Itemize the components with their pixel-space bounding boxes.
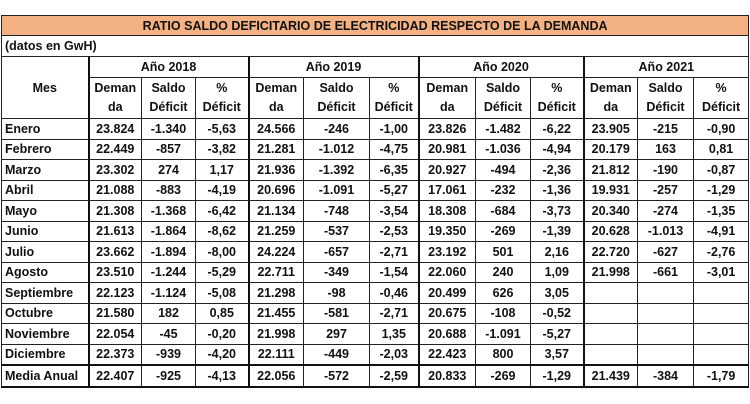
demand-cell: 20.688 <box>419 324 476 345</box>
saldo-deficit-cell: -269 <box>476 221 531 242</box>
saldo-deficit-cell: -98 <box>304 283 370 304</box>
demand-cell: 21.998 <box>249 324 304 345</box>
demand-cell: 23.662 <box>89 242 142 263</box>
demand-cell: 21.580 <box>89 303 142 324</box>
pct-deficit-cell: -6,35 <box>370 160 419 181</box>
demand-cell: 22.054 <box>89 324 142 345</box>
demand-cell: 21.134 <box>249 201 304 222</box>
table-row <box>2 139 749 160</box>
demand-cell: 21.998 <box>584 262 638 283</box>
demand-cell: 22.449 <box>89 139 142 160</box>
demand-cell: 19.931 <box>584 180 638 201</box>
saldo-deficit-cell: -494 <box>476 160 531 181</box>
pct-deficit-cell: 3,05 <box>531 283 584 304</box>
saldo-deficit-cell: -257 <box>638 180 694 201</box>
demand-cell <box>584 303 638 324</box>
saldo-deficit-cell: -572 <box>304 365 370 387</box>
pct-deficit-cell: -2,76 <box>694 242 749 263</box>
pct-deficit-cell: -2,36 <box>531 160 584 181</box>
pct-deficit-cell: 0,85 <box>196 303 249 324</box>
demand-cell: 21.936 <box>249 160 304 181</box>
pct-deficit-cell: -1,39 <box>531 221 584 242</box>
pct-deficit-cell: -4,94 <box>531 139 584 160</box>
header-line: Déficit <box>646 100 685 114</box>
demand-cell: 22.720 <box>584 242 638 263</box>
saldo-deficit-cell: -1.392 <box>304 160 370 181</box>
header-line: Déficit <box>202 100 241 114</box>
demand-cell: 18.308 <box>419 201 476 222</box>
pct-deficit-cell: -4,75 <box>370 139 419 160</box>
demand-cell: 20.499 <box>419 283 476 304</box>
demand-cell: 20.340 <box>584 201 638 222</box>
saldo-deficit-header <box>304 78 370 119</box>
pct-deficit-cell: -1,29 <box>531 365 584 387</box>
pct-deficit-cell: 1,17 <box>196 160 249 181</box>
pct-deficit-cell: -3,82 <box>196 139 249 160</box>
pct-deficit-cell: -0,87 <box>694 160 749 181</box>
demand-cell: 20.179 <box>584 139 638 160</box>
demand-cell: 21.298 <box>249 283 304 304</box>
saldo-deficit-cell: 626 <box>476 283 531 304</box>
saldo-deficit-cell: -883 <box>142 180 196 201</box>
table-row <box>2 303 749 324</box>
pct-deficit-cell: -4,13 <box>196 365 249 387</box>
pct-deficit-cell: 0,81 <box>694 139 749 160</box>
demand-cell <box>584 344 638 365</box>
demand-cell: 22.056 <box>249 365 304 387</box>
saldo-deficit-cell: -748 <box>304 201 370 222</box>
month-cell: Noviembre <box>2 324 89 345</box>
saldo-deficit-cell: 297 <box>304 324 370 345</box>
pct-deficit-cell: -3,01 <box>694 262 749 283</box>
pct-deficit-cell: -0,52 <box>531 303 584 324</box>
saldo-deficit-cell: 182 <box>142 303 196 324</box>
pct-deficit-cell: -0,20 <box>196 324 249 345</box>
table-row <box>2 262 749 283</box>
saldo-deficit-header <box>638 78 694 119</box>
demand-header <box>249 78 304 119</box>
saldo-deficit-cell <box>638 303 694 324</box>
units-note: (datos en GwH) <box>2 36 749 57</box>
header-line: Déficit <box>701 100 741 114</box>
pct-deficit-cell: -1,36 <box>531 180 584 201</box>
pct-deficit-cell: -2,53 <box>370 221 419 242</box>
demand-cell: 21.455 <box>249 303 304 324</box>
pct-deficit-cell: -2,71 <box>370 242 419 263</box>
demand-cell: 20.628 <box>584 221 638 242</box>
saldo-deficit-cell: -661 <box>638 262 694 283</box>
demand-cell: 21.439 <box>584 365 638 387</box>
table-row <box>2 180 749 201</box>
month-cell: Septiembre <box>2 283 89 304</box>
pct-deficit-cell <box>694 344 749 365</box>
pct-deficit-cell: -6,22 <box>531 119 584 140</box>
saldo-deficit-cell: -684 <box>476 201 531 222</box>
demand-cell: 23.302 <box>89 160 142 181</box>
saldo-deficit-cell: -108 <box>476 303 531 324</box>
saldo-deficit-cell: -1.013 <box>638 221 694 242</box>
header-line: da <box>439 100 455 114</box>
saldo-deficit-cell <box>638 283 694 304</box>
saldo-deficit-header <box>476 78 531 119</box>
header-line: Déficit <box>149 100 188 114</box>
saldo-deficit-cell: -1.124 <box>142 283 196 304</box>
table-row <box>2 160 749 181</box>
demand-header <box>584 78 638 119</box>
pct-deficit-cell: -8,62 <box>196 221 249 242</box>
pct-deficit-cell: -2,71 <box>370 303 419 324</box>
pct-deficit-header <box>196 78 249 119</box>
saldo-deficit-cell: -925 <box>142 365 196 387</box>
saldo-deficit-cell: -1.091 <box>304 180 370 201</box>
month-cell: Febrero <box>2 139 89 160</box>
demand-cell: 19.350 <box>419 221 476 242</box>
demand-cell: 24.566 <box>249 119 304 140</box>
demand-cell: 21.281 <box>249 139 304 160</box>
year-header-2021: Año 2021 <box>584 57 749 78</box>
header-line: Saldo <box>151 81 186 95</box>
table-row <box>2 324 749 345</box>
table-row <box>2 119 749 140</box>
month-cell: Julio <box>2 242 89 263</box>
month-cell: Diciembre <box>2 344 89 365</box>
table-row <box>2 344 749 365</box>
pct-deficit-cell: -6,42 <box>196 201 249 222</box>
demand-cell <box>584 283 638 304</box>
demand-cell: 22.407 <box>89 365 142 387</box>
demand-cell: 20.981 <box>419 139 476 160</box>
pct-deficit-cell: 2,16 <box>531 242 584 263</box>
header-line: da <box>268 100 284 114</box>
pct-deficit-header <box>694 78 749 119</box>
pct-deficit-cell: -4,19 <box>196 180 249 201</box>
month-cell: Media Anual <box>2 365 89 387</box>
pct-deficit-header <box>370 78 419 119</box>
header-line: Déficit <box>317 100 356 114</box>
demand-cell: 22.060 <box>419 262 476 283</box>
saldo-deficit-cell: -1.244 <box>142 262 196 283</box>
pct-deficit-cell: -5,29 <box>196 262 249 283</box>
saldo-deficit-cell: -269 <box>476 365 531 387</box>
header-line: % <box>715 81 727 95</box>
pct-deficit-cell: -4,91 <box>694 221 749 242</box>
saldo-deficit-cell: -246 <box>304 119 370 140</box>
header-line: Deman <box>589 81 632 95</box>
annual-average-row <box>2 365 749 387</box>
pct-deficit-cell: -8,00 <box>196 242 249 263</box>
demand-cell: 23.192 <box>419 242 476 263</box>
demand-cell: 22.423 <box>419 344 476 365</box>
pct-deficit-cell <box>694 303 749 324</box>
demand-cell: 20.927 <box>419 160 476 181</box>
pct-deficit-cell: -5,08 <box>196 283 249 304</box>
saldo-deficit-cell: 501 <box>476 242 531 263</box>
saldo-deficit-cell <box>638 324 694 345</box>
table-title: RATIO SALDO DEFICITARIO DE ELECTRICIDAD RESPECTO DE LA DEMANDA <box>2 16 749 36</box>
saldo-deficit-cell: 800 <box>476 344 531 365</box>
demand-header <box>89 78 142 119</box>
month-cell: Octubre <box>2 303 89 324</box>
pct-deficit-cell: -2,03 <box>370 344 419 365</box>
pct-deficit-cell: -1,29 <box>694 180 749 201</box>
saldo-deficit-cell <box>638 344 694 365</box>
pct-deficit-cell: -1,35 <box>694 201 749 222</box>
demand-cell: 24.224 <box>249 242 304 263</box>
header-line: Déficit <box>537 100 576 114</box>
pct-deficit-cell <box>694 283 749 304</box>
demand-cell: 22.373 <box>89 344 142 365</box>
table-row <box>2 242 749 263</box>
demand-cell: 20.833 <box>419 365 476 387</box>
pct-deficit-cell: -2,59 <box>370 365 419 387</box>
demand-cell: 23.905 <box>584 119 638 140</box>
header-line: Deman <box>255 81 298 95</box>
table-row <box>2 201 749 222</box>
year-header-2018: Año 2018 <box>89 57 249 78</box>
saldo-deficit-cell: -581 <box>304 303 370 324</box>
month-cell: Mayo <box>2 201 89 222</box>
demand-cell: 21.613 <box>89 221 142 242</box>
saldo-deficit-cell: -657 <box>304 242 370 263</box>
demand-cell: 20.696 <box>249 180 304 201</box>
pct-deficit-cell: 1,35 <box>370 324 419 345</box>
demand-header <box>419 78 476 119</box>
saldo-deficit-cell: -232 <box>476 180 531 201</box>
header-line: % <box>388 81 400 95</box>
header-line: Deman <box>426 81 469 95</box>
demand-cell: 23.824 <box>89 119 142 140</box>
saldo-deficit-cell: 274 <box>142 160 196 181</box>
table-row <box>2 283 749 304</box>
saldo-deficit-cell: -1.012 <box>304 139 370 160</box>
demand-cell: 22.123 <box>89 283 142 304</box>
demand-cell: 23.510 <box>89 262 142 283</box>
header-line: Déficit <box>483 100 523 114</box>
header-line: da <box>603 100 619 114</box>
month-cell: Enero <box>2 119 89 140</box>
demand-cell: 21.812 <box>584 160 638 181</box>
saldo-deficit-cell: -1.340 <box>142 119 196 140</box>
saldo-deficit-cell: 163 <box>638 139 694 160</box>
saldo-deficit-cell: -1.036 <box>476 139 531 160</box>
table-row <box>2 221 749 242</box>
saldo-deficit-cell: -215 <box>638 119 694 140</box>
header-line: Saldo <box>648 81 683 95</box>
demand-cell: 20.675 <box>419 303 476 324</box>
deficit-ratio-table <box>1 15 749 388</box>
demand-cell: 22.111 <box>249 344 304 365</box>
header-line: % <box>216 81 228 95</box>
pct-deficit-cell: -5,27 <box>531 324 584 345</box>
saldo-deficit-cell: -274 <box>638 201 694 222</box>
saldo-deficit-cell: 240 <box>476 262 531 283</box>
demand-cell: 23.826 <box>419 119 476 140</box>
saldo-deficit-cell: -45 <box>142 324 196 345</box>
pct-deficit-cell: -1,00 <box>370 119 419 140</box>
saldo-deficit-cell: -1.368 <box>142 201 196 222</box>
header-line: Deman <box>94 81 137 95</box>
demand-cell: 22.711 <box>249 262 304 283</box>
header-line: Saldo <box>319 81 354 95</box>
pct-deficit-cell: 1,09 <box>531 262 584 283</box>
header-line: Saldo <box>485 81 521 95</box>
saldo-deficit-cell: -349 <box>304 262 370 283</box>
pct-deficit-header <box>531 78 584 119</box>
year-header-2020: Año 2020 <box>419 57 584 78</box>
demand-cell <box>584 324 638 345</box>
pct-deficit-cell: -1,54 <box>370 262 419 283</box>
demand-cell: 17.061 <box>419 180 476 201</box>
saldo-deficit-cell: -449 <box>304 344 370 365</box>
saldo-deficit-cell: -1.894 <box>142 242 196 263</box>
pct-deficit-cell: -5,27 <box>370 180 419 201</box>
demand-cell: 21.088 <box>89 180 142 201</box>
saldo-deficit-cell: -939 <box>142 344 196 365</box>
month-cell: Abril <box>2 180 89 201</box>
saldo-deficit-cell: -190 <box>638 160 694 181</box>
saldo-deficit-cell: -537 <box>304 221 370 242</box>
pct-deficit-cell: 3,57 <box>531 344 584 365</box>
saldo-deficit-cell: -627 <box>638 242 694 263</box>
header-line: Déficit <box>374 100 413 114</box>
pct-deficit-cell: -5,63 <box>196 119 249 140</box>
saldo-deficit-cell: -1.482 <box>476 119 531 140</box>
saldo-deficit-header <box>142 78 196 119</box>
demand-cell: 21.308 <box>89 201 142 222</box>
month-cell: Agosto <box>2 262 89 283</box>
header-line: da <box>107 100 123 114</box>
pct-deficit-cell: -3,54 <box>370 201 419 222</box>
month-cell: Junio <box>2 221 89 242</box>
pct-deficit-cell: -4,20 <box>196 344 249 365</box>
saldo-deficit-cell: -857 <box>142 139 196 160</box>
pct-deficit-cell: -0,90 <box>694 119 749 140</box>
month-cell: Marzo <box>2 160 89 181</box>
pct-deficit-cell: -0,46 <box>370 283 419 304</box>
demand-cell: 21.259 <box>249 221 304 242</box>
pct-deficit-cell: -3,73 <box>531 201 584 222</box>
saldo-deficit-cell: -1.091 <box>476 324 531 345</box>
saldo-deficit-cell: -1.864 <box>142 221 196 242</box>
pct-deficit-cell <box>694 324 749 345</box>
month-header: Mes <box>2 57 89 119</box>
year-header-2019: Año 2019 <box>249 57 419 78</box>
header-line: % <box>551 81 563 95</box>
saldo-deficit-cell: -384 <box>638 365 694 387</box>
pct-deficit-cell: -1,79 <box>694 365 749 387</box>
